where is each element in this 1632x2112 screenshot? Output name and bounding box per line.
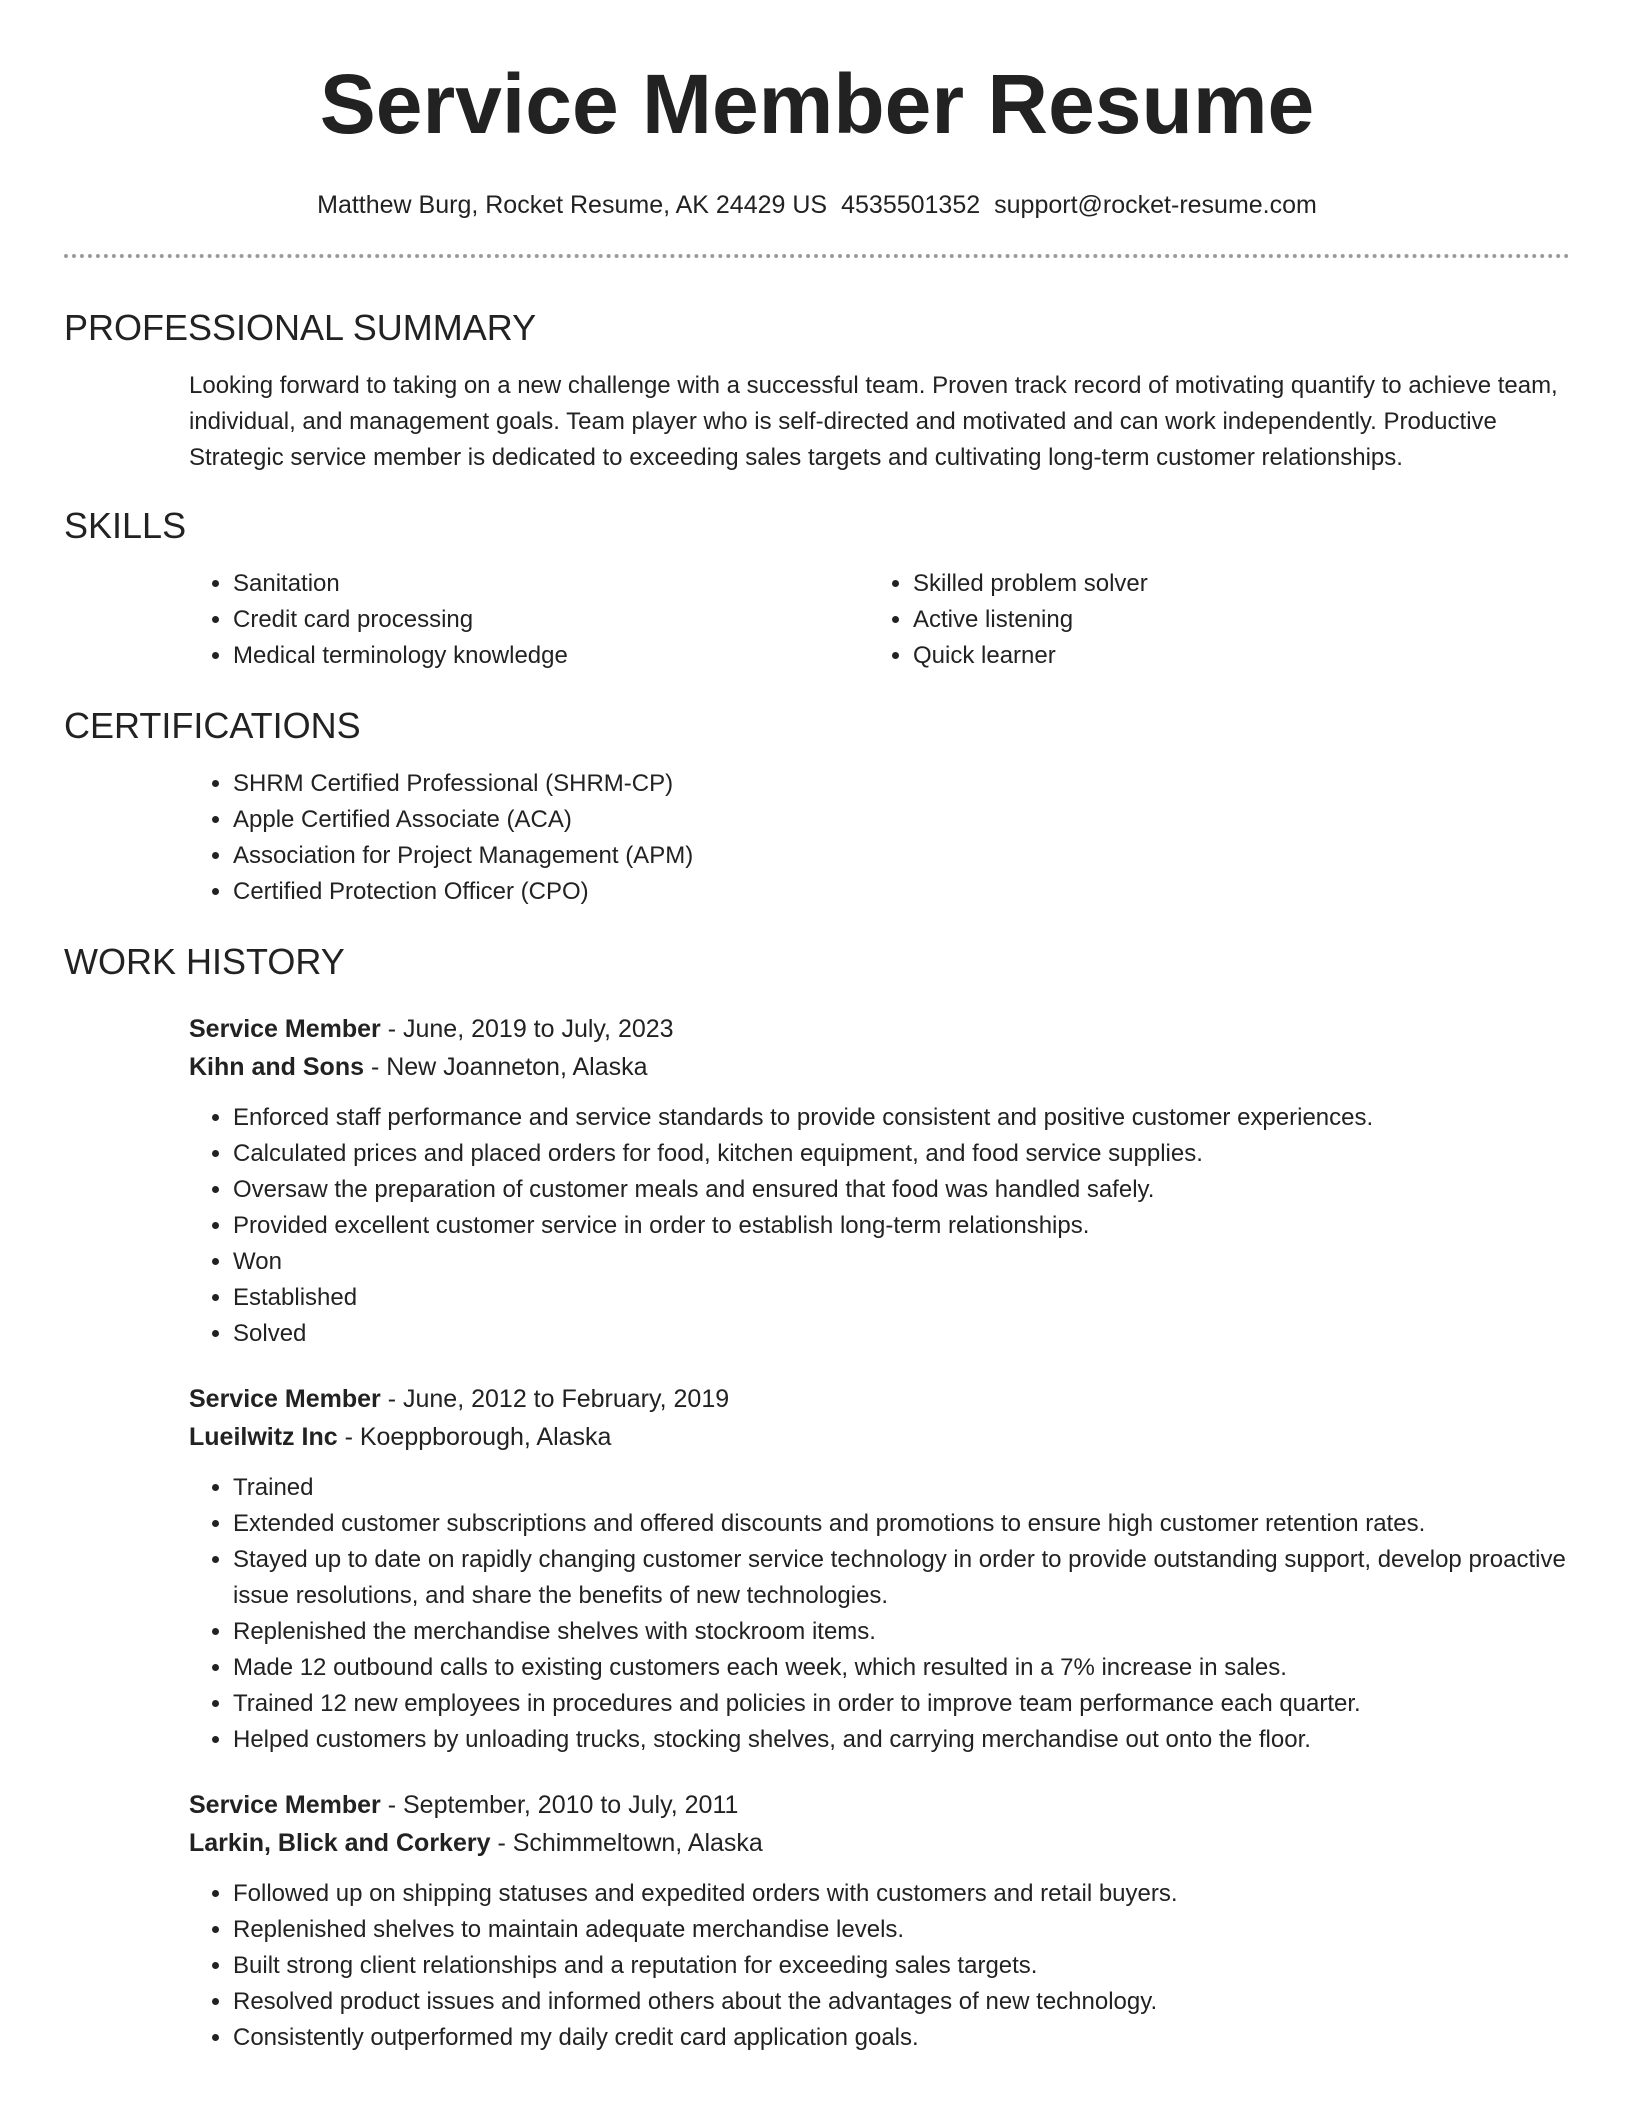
contact-email: support@rocket-resume.com <box>994 191 1317 219</box>
work-history-heading: WORK HISTORY <box>64 941 345 982</box>
summary-section <box>64 306 1570 476</box>
summary-text: Looking forward to taking on a new challenge with a successful team. Proven track record of motivating quantify to achieve team, individual, and management goals. Team player who is self-directed and motivated and can work independently. Productive Strategic service member is dedicated to exceeding sales targets and cultivating long-term customer relationships. <box>189 372 1558 471</box>
skills-section <box>64 504 1570 674</box>
job-entry <box>189 1786 1570 2056</box>
job-company-line <box>189 1048 1570 1086</box>
job-title: Service Member <box>189 1385 381 1413</box>
job-bullet: • Enforced staff performance and service standards to provide consistent and positive customer experiences. <box>233 1100 1570 1136</box>
skill-item: • Skilled problem solver <box>913 566 1549 602</box>
job-bullet: • Resolved product issues and informed others about the advantages of new technology. <box>233 1984 1570 2020</box>
job-bullet: • Solved <box>233 1316 1570 1352</box>
job-bullet: • Provided excellent customer service in order to establish long-term relationships. <box>233 1208 1570 1244</box>
job-bullet: • Built strong client relationships and a reputation for exceeding sales targets. <box>233 1948 1570 1984</box>
job-bullet: • Replenished shelves to maintain adequate merchandise levels. <box>233 1912 1570 1948</box>
job-title-line <box>189 1786 1570 1824</box>
job-bullet: • Followed up on shipping statuses and expedited orders with customers and retail buyers. <box>233 1876 1570 1912</box>
job-company: Larkin, Blick and Corkery <box>189 1829 491 1857</box>
job-location: - Schimmeltown, Alaska <box>490 1829 763 1857</box>
header-divider <box>64 254 1570 258</box>
skill-item: • Quick learner <box>913 638 1549 674</box>
job-dates: - June, 2019 to July, 2023 <box>380 1015 674 1043</box>
job-company-line <box>189 1824 1570 1862</box>
job-bullet: • Extended customer subscriptions and offered discounts and promotions to ensure high customer retention rates. <box>233 1506 1570 1542</box>
skills-grid <box>189 566 1570 674</box>
resume-title: Service Member Resume <box>319 57 1315 151</box>
certification-item: • SHRM Certified Professional (SHRM-CP) <box>233 766 1570 802</box>
job-location: - New Joanneton, Alaska <box>364 1053 648 1081</box>
job-bullet: • Established <box>233 1280 1570 1316</box>
job-bullet: • Calculated prices and placed orders for food, kitchen equipment, and food service supplies. <box>233 1136 1570 1172</box>
job-bullet: • Oversaw the preparation of customer meals and ensured that food was handled safely. <box>233 1172 1570 1208</box>
job-entry <box>189 1010 1570 1352</box>
job-company: Kihn and Sons <box>189 1053 364 1081</box>
certifications-section <box>64 704 1570 910</box>
job-company: Lueilwitz Inc <box>189 1423 338 1451</box>
job-bullet: • Consistently outperformed my daily credit card application goals. <box>233 2020 1570 2056</box>
skill-item: • Credit card processing <box>233 602 869 638</box>
job-location: - Koeppborough, Alaska <box>337 1423 612 1451</box>
job-bullet: • Trained <box>233 1470 1570 1506</box>
job-dates: - June, 2012 to February, 2019 <box>380 1385 730 1413</box>
job-title-line <box>189 1380 1570 1418</box>
skill-item: • Active listening <box>913 602 1549 638</box>
job-bullet: • Stayed up to date on rapidly changing customer service technology in order to provide outstanding support, develop proactive issue resolutions, and share the benefits of new technologies. <box>233 1542 1570 1614</box>
job-title: Service Member <box>189 1015 381 1043</box>
job-title: Service Member <box>189 1791 381 1819</box>
skills-heading: SKILLS <box>64 505 187 546</box>
job-company-line <box>189 1418 1570 1456</box>
skills-column-right <box>869 566 1549 674</box>
job-dates: - September, 2010 to July, 2011 <box>380 1791 739 1819</box>
job-bullet: • Trained 12 new employees in procedures and policies in order to improve team performance each quarter. <box>233 1686 1570 1722</box>
job-bullet: • Replenished the merchandise shelves with stockroom items. <box>233 1614 1570 1650</box>
job-entry <box>189 1380 1570 1758</box>
summary-heading: PROFESSIONAL SUMMARY <box>64 307 537 348</box>
certifications-heading: CERTIFICATIONS <box>64 705 361 746</box>
certification-item: • Apple Certified Associate (ACA) <box>233 802 1570 838</box>
job-bullet: • Won <box>233 1244 1570 1280</box>
contact-line <box>64 190 1570 220</box>
job-bullet: • Made 12 outbound calls to existing customers each week, which resulted in a 7% increase in sales. <box>233 1650 1570 1686</box>
contact-address: Matthew Burg, Rocket Resume, AK 24429 US <box>317 191 828 219</box>
skill-item: • Sanitation <box>233 566 869 602</box>
job-title-line <box>189 1010 1570 1048</box>
contact-phone: 4535501352 <box>841 191 981 219</box>
skills-column-left <box>189 566 869 674</box>
certification-item: • Certified Protection Officer (CPO) <box>233 874 1570 910</box>
work-history-section <box>64 940 1570 2056</box>
job-bullet: • Helped customers by unloading trucks, stocking shelves, and carrying merchandise out onto the floor. <box>233 1722 1570 1758</box>
certification-item: • Association for Project Management (APM) <box>233 838 1570 874</box>
skill-item: • Medical terminology knowledge <box>233 638 869 674</box>
certifications-list <box>189 766 1570 910</box>
